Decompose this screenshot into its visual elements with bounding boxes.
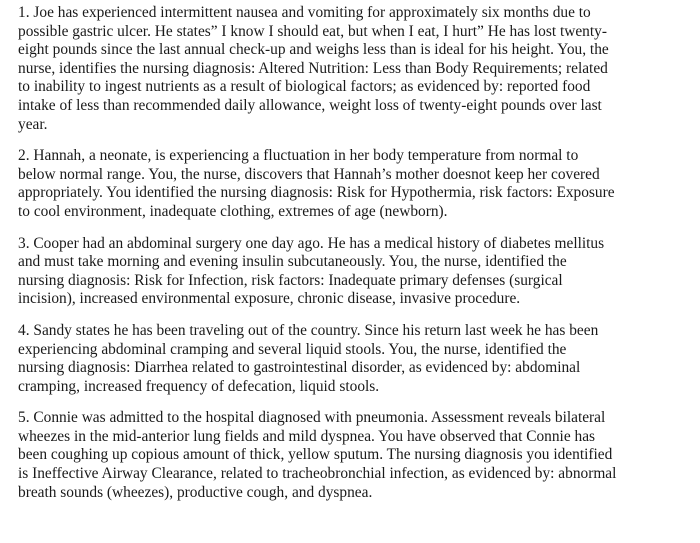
case-paragraph-1: 1. Joe has experienced intermittent nausea and vomiting for approximately six months due to possible gastric ulcer. He states” I know I should eat, but when I eat, I hurt” He has lost twenty- eight pounds since the last annual check-up and weighs less than is ideal for his height. You, the nurse, identifies the nursing diagnosis: Altered Nutrition: Less than Body Requirements; related to inability to ingest nutrients as a result of biological factors; as evidenced by: reported food intake of less than recommended daily allowance, weight loss of twenty-eight pounds over last year. bbox=[18, 4, 609, 133]
document-body bbox=[18, 4, 686, 515]
case-paragraph-2: 2. Hannah, a neonate, is experiencing a fluctuation in her body temperature from normal to below normal range. You, the nurse, discovers that Hannah’s mother doesnot keep her covered appropriately. You identified the nursing diagnosis: Risk for Hypothermia, risk factors: Exposure to cool environment, inadequate clothing, extremes of age (newborn). bbox=[18, 147, 615, 220]
case-paragraph-4: 4. Sandy states he has been traveling out of the country. Since his return last week he has been experiencing abdominal cramping and several liquid stools. You, the nurse, identified the nursing diagnosis: Diarrhea related to gastrointestinal disorder, as evidenced by: abdominal cramping, increased frequency of defecation, liquid stools. bbox=[18, 321, 599, 395]
case-paragraph-5: 5. Connie was admitted to the hospital diagnosed with pneumonia. Assessment reveals bilateral wheezes in the mid-anterior lung fields and mild dyspnea. You have observed that Connie has been coughing up copious amount of thick, yellow sputum. The nursing diagnosis you identified is Ineffective Airway Clearance, related to tracheobronchial infection, as evidenced by: abnormal breath sounds (wheezes), productive cough, and dyspnea. bbox=[18, 409, 617, 501]
case-paragraph-3: 3. Cooper had an abdominal surgery one day ago. He has a medical history of diabetes mellitus and must take morning and evening insulin subcutaneously. You, the nurse, identified the nursing diagnosis: Risk for Infection, risk factors: Inadequate primary defenses (surgical incision), increased environmental exposure, chronic disease, invasive procedure. bbox=[18, 234, 605, 308]
